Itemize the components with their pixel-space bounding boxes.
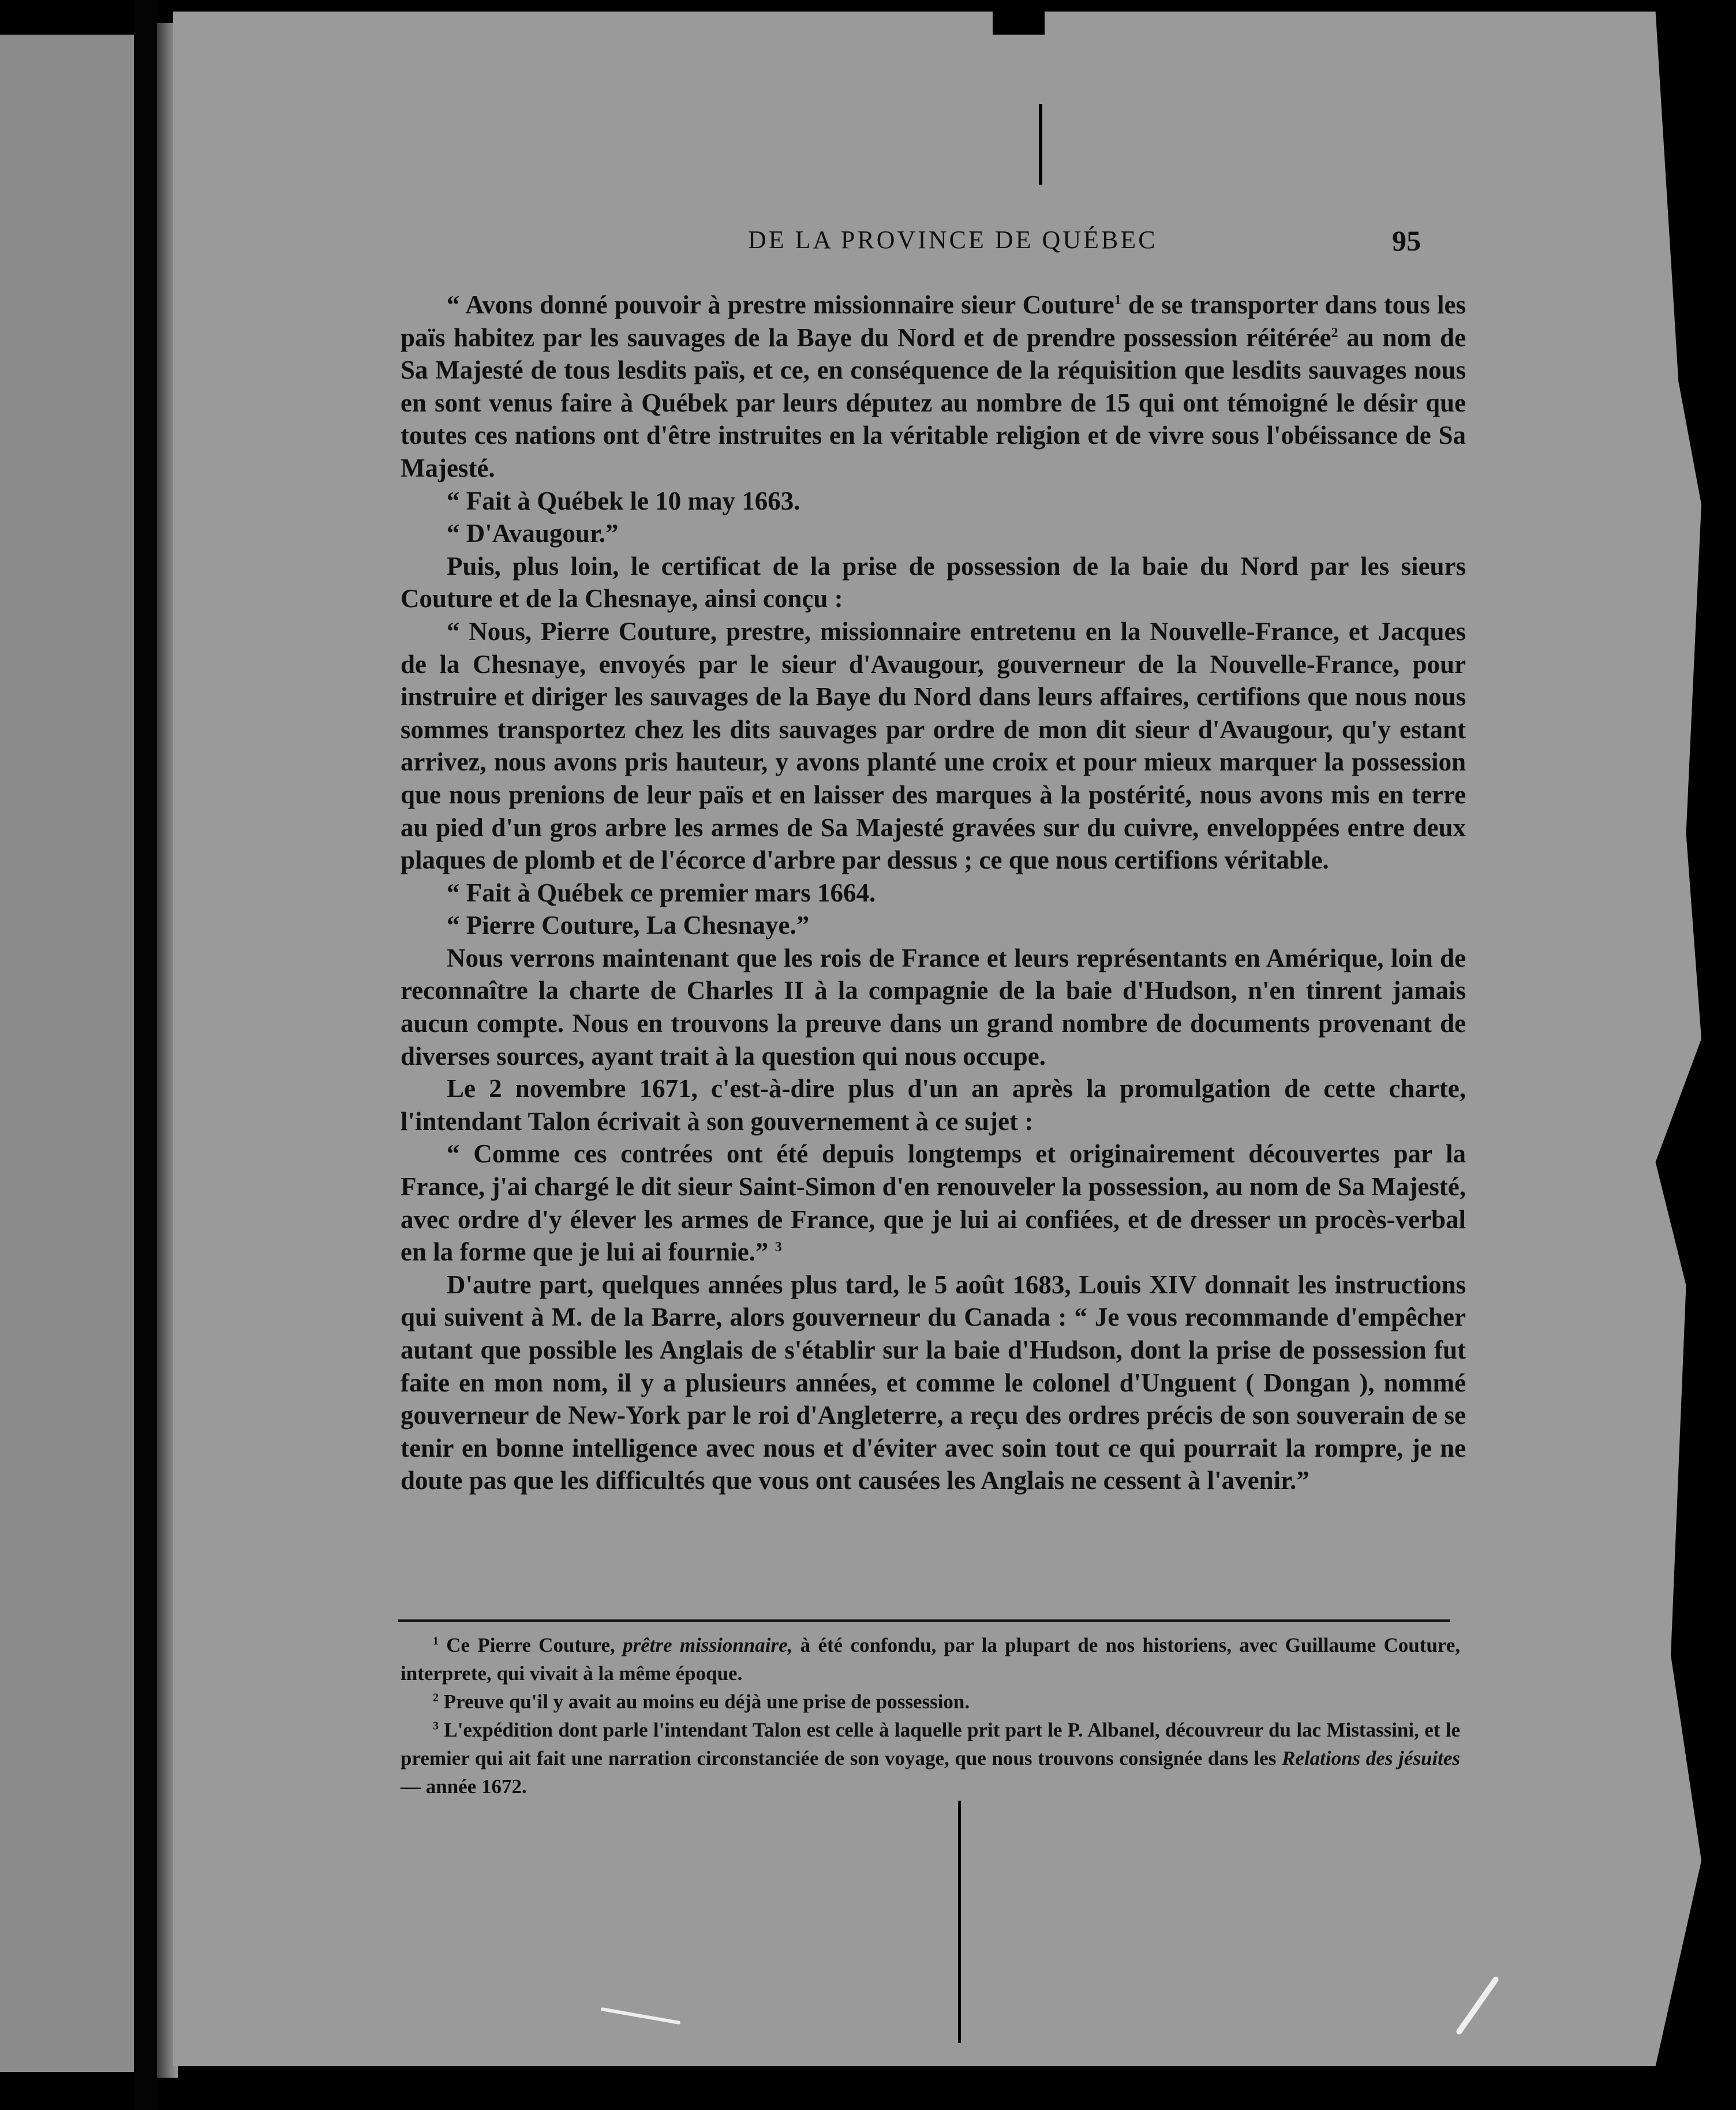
footnote: $^1$ Ce Pierre Couture, prêtre missionnaire, à été confondu, par la plupart de nos historiens, avec Guillaume Couture, interprete, qui vivait à la même époque.: [401, 1634, 1460, 1685]
footnote: $^3$ L'expédition dont parle l'intendant Talon est celle à laquelle prit part le P. Albanel, découvreur du lac Mistassini, et le premier qui ait fait une narration circonstanciée de son voyage, que nous trouvons consignée dans les Relations des jésuites — année 1672.: [401, 1719, 1461, 1798]
paragraph: “ Comme ces contrées ont été depuis longtemps et originairement découvertes par la France, j'ai chargé le dit sieur Saint-Simon d'en renouveler la possession, au nom de Sa Majesté, avec ordre d'y élever les armes de France, que je lui ai confiées, et de dresser un procès-verbal en la forme que je lui ai fournie.” $^3$: [401, 1139, 1466, 1267]
footnote-ref: 3: [775, 1240, 782, 1255]
paper-crease: [1039, 104, 1042, 185]
footnotes: [401, 1631, 1460, 1801]
paragraph: “ Avons donné pouvoir à prestre missionnaire sieur Couture$^1$ de se transporter dans tous les païs habitez par les sauvages de la Baye du Nord et de prendre possession réitérée$^2$ au nom de Sa Majesté de tous lesdits païs, et ce, en conséquence de la réquisition que lesdits sauvages nous en sont venus faire à Québek par leurs députez au nombre de 15 qui ont témoigné le désir que toutes ces nations ont d'être instruites en la véritable religion et de vivre sous l'obéissance de Sa Majesté.: [401, 290, 1466, 482]
paper-tear: [993, 12, 1045, 35]
paper-crease: [958, 1801, 961, 2043]
paragraph: “ Fait à Québek le 10 may 1663.: [447, 486, 800, 515]
paragraph: “ D'Avaugour.”: [447, 519, 619, 548]
paragraph: “ Nous, Pierre Couture, prestre, missionnaire entretenu en la Nouvelle-France, et Jacques de la Chesnaye, envoyés par le sieur d'Avaugour, gouverneur de la Nouvelle-France, pour instruire et diriger les sauvages de la Baye du Nord dans leurs affaires, certifions que nous nous sommes transportez chez les dits sauvages par ordre de mon dit sieur d'Avaugour, qu'y estant arrivez, nous avons pris hauteur, y avons planté une croix et pour mieux marquer la possession que nous prenions de leur païs et en laisser des marques à la postérité, nous avons mis en terre au pied d'un gros arbre les armes de Sa Majesté gravées sur du cuivre, enveloppées entre deux plaques de plomb et de l'écorce d'arbre par dessus ; ce que nous certifions véritable.: [401, 616, 1466, 875]
footnote-ref: 2: [1331, 325, 1338, 341]
main-text: [401, 289, 1466, 1497]
paragraph: Nous verrons maintenant que les rois de France et leurs représentants en Amérique, loin de reconnaître la charte de Charles II à la compagnie de la baie d'Hudson, n'en tinrent jamais aucun compte. Nous en trouvons la preuve dans un grand nombre de documents provenant de diverses sources, ayant trait à la question qui nous occupe.: [401, 943, 1466, 1071]
paragraph: Le 2 novembre 1671, c'est-à-dire plus d'un an après la promulgation de cette charte, l'intendant Talon écrivait à son gouvernement à ce sujet :: [401, 1074, 1466, 1136]
running-head: DE LA PROVINCE DE QUÉBEC: [748, 226, 1158, 254]
paragraph: D'autre part, quelques années plus tard, le 5 août 1683, Louis XIV donnait les instructions qui suivent à M. de la Barre, alors gouverneur du Canada : “ Je vous recommande d'empêcher autant que possible les Anglais de s'établir sur la baie d'Hudson, dont la prise de possession fut faite en mon nom, il y a plusieurs années, et comme le colonel d'Unguent ( Dongan ), nommé gouverneur de New-York par le roi d'Angleterre, a reçu des ordres précis de son souverain de se tenir en bonne intelligence avec nous et d'éviter avec soin tout ce qui pourrait la rompre, je ne doute pas que les difficultés que vous ont causées les Anglais ne cessent à l'avenir.”: [401, 1270, 1466, 1495]
footnote-rule: [398, 1619, 1450, 1622]
paragraph: Puis, plus loin, le certificat de la prise de possession de la baie du Nord par les sieurs Couture et de la Chesnaye, ainsi conçu :: [401, 551, 1466, 613]
footnote: $^2$ Preuve qu'il y avait au moins eu déjà une prise de possession.: [433, 1690, 970, 1713]
paragraph: “ Fait à Québek ce premier mars 1664.: [447, 878, 876, 907]
footnote-ref: 1: [1114, 293, 1121, 308]
facing-page-fragment: [0, 35, 134, 2072]
book-spine-gutter: [134, 0, 157, 2110]
page-number: 95: [1392, 225, 1421, 257]
paragraph: “ Pierre Couture, La Chesnaye.”: [447, 911, 810, 940]
